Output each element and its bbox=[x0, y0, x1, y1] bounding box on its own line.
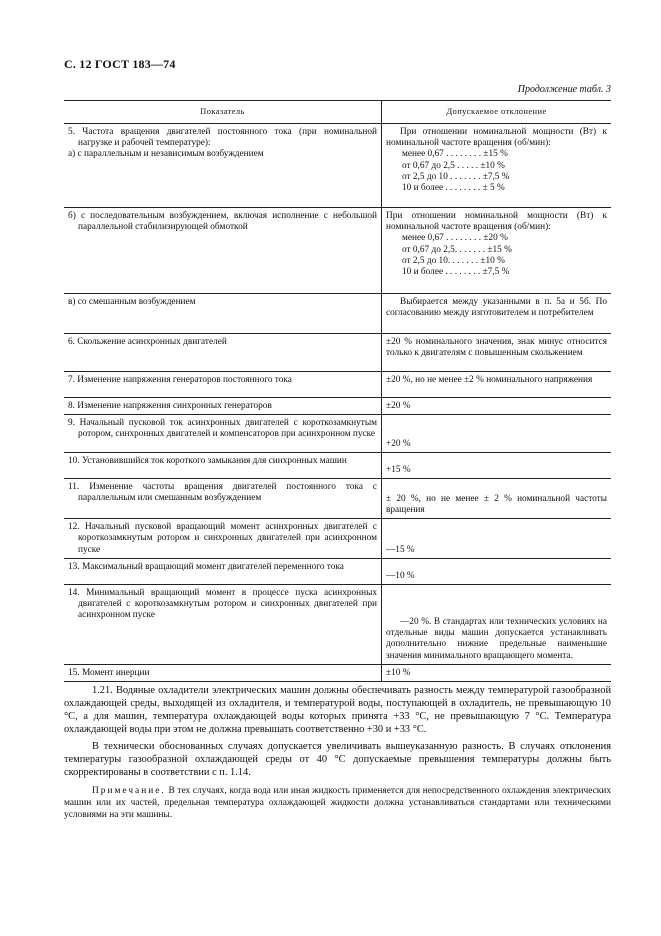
indicator-cell: 13. Максимальный вращающий момент двигателей переменного тока bbox=[64, 558, 382, 584]
note-text: В тех случаях, когда вода или иная жидкость применяется для непосредственного охлаждения электрических машин или их частей, предельная температура охлаждающей жидкости должна устанавливаться стандартами или техническими условиями на эти машины. bbox=[64, 786, 612, 820]
note-label: Примечание. bbox=[92, 786, 166, 796]
table-row bbox=[64, 398, 611, 415]
tolerance-cell: +15 % bbox=[382, 453, 612, 479]
tolerance-cell: ± 20 %, но не менее ± 2 % номинальной частоты вращения bbox=[382, 479, 612, 519]
table-row bbox=[64, 372, 611, 398]
indicator-cell: 9. Начальный пусковой ток асинхронных двигателей с короткозамкнутым ротором, синхронных двигателей и компенсаторов при асинхронном пуске bbox=[64, 415, 382, 453]
tolerance-list: менее 0,67 . . . . . . . . ±15 % от 0,67 до 2,5 . . . . . ±10 % от 2,5 до 10 . . . . . . . ±7,5 % 10 и более . . . . . . . . ± 5 % bbox=[402, 149, 510, 194]
table-header-row bbox=[64, 101, 611, 124]
table-row bbox=[64, 664, 611, 681]
indicator-cell: б) с последовательным возбуждением, включая исполнение с небольшой параллельной стабилизирующей обмоткой bbox=[64, 208, 382, 294]
tolerance-cell: ±20 % bbox=[382, 398, 612, 415]
column-header-indicator: Показатель bbox=[64, 101, 382, 124]
paragraph-2: В технически обоснованных случаях допускается увеличивать вышеуказанную разность. В случаях отклонения температуры газообразной охлаждающей среды от 40 °С допускаемые превышения температуры должны быть скорректированы в соответствии с п. 1.14. bbox=[64, 741, 611, 778]
indicator-cell: в) со смешанным возбуждением bbox=[64, 294, 382, 334]
indicator-cell: 7. Изменение напряжения генераторов постоянного тока bbox=[64, 372, 382, 398]
table-row bbox=[64, 415, 611, 453]
table-continuation-label: Продолжение табл. 3 bbox=[517, 84, 611, 95]
page-header: С. 12 ГОСТ 183—74 bbox=[64, 57, 176, 71]
indicator-cell: 10. Установившийся ток короткого замыкания для синхронных машин bbox=[64, 453, 382, 479]
tolerance-cell: ±20 %, но не менее ±2 % номинального напряжения bbox=[382, 372, 612, 398]
table-row bbox=[64, 519, 611, 559]
table-row bbox=[64, 479, 611, 519]
note-paragraph bbox=[64, 785, 611, 821]
tolerance-cell: +20 % bbox=[382, 415, 612, 453]
tolerance-table bbox=[64, 100, 611, 682]
indicator-cell: 11. Изменение частоты вращения двигателей постоянного тока с параллельным или смешанным возбуждением bbox=[64, 479, 382, 519]
paragraph-1-21: 1.21. Водяные охладители электрических машин должны обеспечивать разность между температурой газообразной охлаждающей среды, выходящей из охладителя, и температурой воды, поступающей в охладитель, не превышающую 10 °С, а для машин, температура охлаждающей воды которых принята +33 °С, не превышающую 7 °С. Температура охлаждающей воды при этом не должна превышать соответственно +30 и +33 °С. bbox=[64, 685, 611, 735]
tolerance-cell: —15 % bbox=[382, 519, 612, 559]
table-row bbox=[64, 124, 611, 208]
indicator-cell: 5. Частота вращения двигателей постоянного тока (при номинальной нагрузке и рабочей температуре): а) с параллельным и независимым возбуждением bbox=[64, 124, 382, 208]
tolerance-list: менее 0,67 . . . . . . . . ±20 % от 0,67 до 2,5. . . . . . . ±15 % от 2,5 до 10. . . . . . . ±10 % 10 и более . . . . . . . . ±7,5 % bbox=[402, 233, 512, 278]
tolerance-cell: ±10 % bbox=[382, 664, 612, 681]
table-row bbox=[64, 294, 611, 334]
body-text bbox=[64, 684, 611, 821]
indicator-cell: 14. Минимальный вращающий момент в процессе пуска асинхронных двигателей с короткозамкнутым ротором и синхронных двигателей при асинхронном пуске bbox=[64, 584, 382, 664]
indicator-cell: 15. Момент инерции bbox=[64, 664, 382, 681]
tolerance-cell: При отношении номинальной мощности (Вт) к номинальной частоте вращения (об/мин): менее 0,67 . . . . . . . . ±20 % от 0,67 до 2,5. . . . . . . ±15 % от 2,5 до 10. . . . . . . ±10 % 10 и более . . . . . . . . ±7,5 % bbox=[382, 208, 612, 294]
table-row bbox=[64, 208, 611, 294]
indicator-cell: 12. Начальный пусковой вращающий момент асинхронных двигателей с короткозамкнутым ротором и синхронных двигателей при асинхронном пуске bbox=[64, 519, 382, 559]
table-row bbox=[64, 453, 611, 479]
tolerance-cell: —10 % bbox=[382, 558, 612, 584]
table-row bbox=[64, 584, 611, 664]
tolerance-cell: ±20 % номинального значения, знак минус относится только к двигателям с повышенным скольжением bbox=[382, 334, 612, 372]
column-header-tolerance: Допускаемое отклонение bbox=[382, 101, 612, 124]
table-row bbox=[64, 558, 611, 584]
tolerance-cell: Выбирается между указанными в п. 5а и 5б. По согласованию между изготовителем и потребителем bbox=[382, 294, 612, 334]
tolerance-cell: —20 %. В стандартах или технических условиях на отдельные виды машин допускается устанавливать дополнительно нижние предельные наименьшие значения минимального вращающего момента. bbox=[382, 584, 612, 664]
tolerance-cell: При отношении номинальной мощности (Вт) к номинальной частоте вращения (об/мин): менее 0,67 . . . . . . . . ±15 % от 0,67 до 2,5 . . . . . ±10 % от 2,5 до 10 . . . . . . . ±7,5 % 10 и более . . . . . . . . ± 5 % bbox=[382, 124, 612, 208]
indicator-cell: 8. Изменение напряжения синхронных генераторов bbox=[64, 398, 382, 415]
indicator-cell: 6. Скольжение асинхронных двигателей bbox=[64, 334, 382, 372]
table-row bbox=[64, 334, 611, 372]
